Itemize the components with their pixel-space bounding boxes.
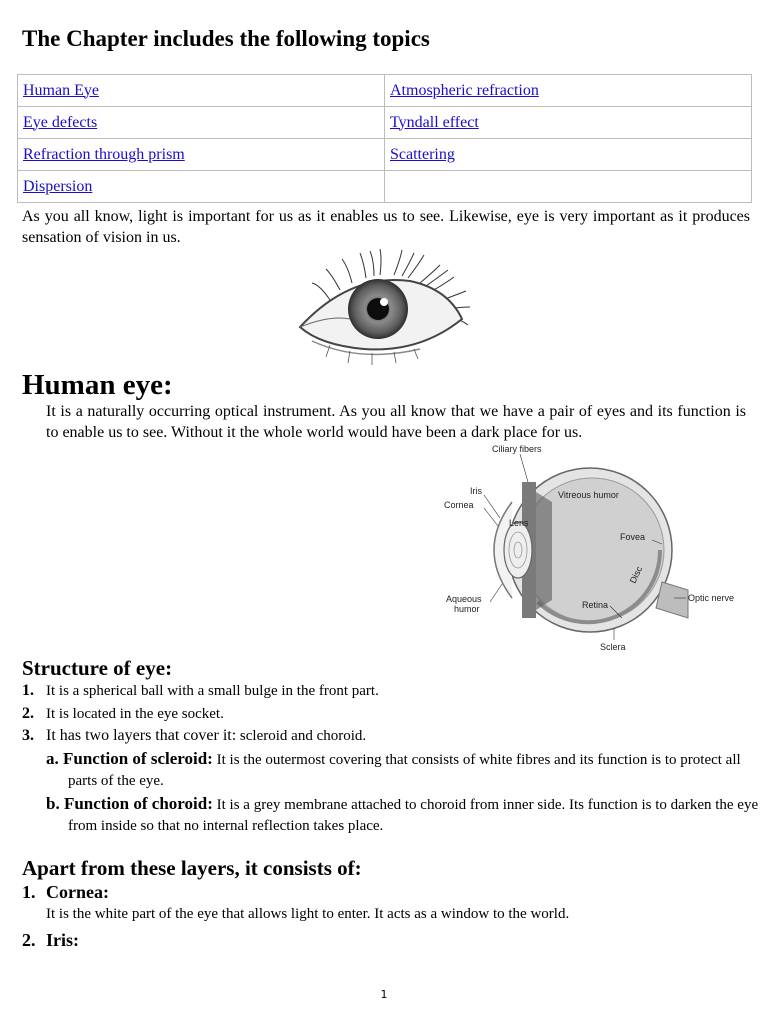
label-cornea: Cornea bbox=[444, 500, 474, 510]
lens-shape bbox=[504, 522, 532, 578]
label-lens: Lens bbox=[509, 518, 529, 528]
table-row bbox=[18, 107, 752, 139]
table-cell bbox=[18, 139, 385, 171]
label-iris: Iris bbox=[470, 486, 482, 496]
table-row bbox=[18, 139, 752, 171]
topics-table bbox=[17, 74, 752, 203]
topic-link-refraction-prism[interactable]: Refraction through prism bbox=[23, 145, 185, 163]
topic-link-human-eye[interactable]: Human Eye bbox=[23, 81, 99, 99]
label-sclera: Sclera bbox=[600, 642, 626, 652]
table-cell bbox=[385, 139, 752, 171]
label-fovea: Fovea bbox=[620, 532, 646, 542]
table-cell bbox=[385, 75, 752, 107]
list-item: 3. It has two layers that cover it: scleroid and choroid. bbox=[22, 727, 367, 744]
intro-paragraph: As you all know, light is important for us as it enables us to see. Likewise, eye is very important as it produces sensation of vision in us. bbox=[22, 208, 750, 246]
item-iris-heading: 2. Iris: bbox=[22, 930, 79, 950]
label-optic-nerve: Optic nerve bbox=[688, 593, 735, 603]
table-row bbox=[18, 75, 752, 107]
table-cell bbox=[18, 75, 385, 107]
heading-structure-of-eye: Structure of eye: bbox=[22, 656, 173, 680]
function-choroid: b. Function of choroid: It is a grey membrane attached to choroid from inner side. Its function is to darken the eye from inside so that no internal reflection takes place. bbox=[46, 794, 759, 834]
structure-list bbox=[22, 680, 379, 748]
topic-link-atmospheric-refraction[interactable]: Atmospheric refraction bbox=[390, 81, 539, 99]
heading-human-eye: Human eye: bbox=[22, 369, 173, 401]
eye-photo bbox=[290, 245, 474, 367]
label-disc: Disc bbox=[627, 564, 645, 585]
topic-link-dispersion[interactable]: Dispersion bbox=[23, 177, 93, 195]
table-cell bbox=[18, 171, 385, 203]
label-ciliary-fibers: Ciliary fibers bbox=[492, 444, 542, 454]
human-eye-paragraph: It is a naturally occurring optical instrument. As you all know that we have a pair of eyes and its function is to enable us to see. Without it the whole world would have been a dark place for us. bbox=[46, 403, 746, 441]
topic-link-tyndall-effect[interactable]: Tyndall effect bbox=[390, 113, 479, 131]
table-cell bbox=[18, 107, 385, 139]
topic-link-scattering[interactable]: Scattering bbox=[390, 145, 455, 163]
label-vitreous-humor: Vitreous humor bbox=[558, 490, 619, 500]
topic-link-eye-defects[interactable]: Eye defects bbox=[23, 113, 98, 131]
eye-anatomy-diagram bbox=[440, 442, 768, 658]
table-cell-empty bbox=[385, 171, 752, 203]
label-aqueous: Aqueous bbox=[446, 594, 482, 604]
function-scleroid: a. Function of scleroid: It is the outermost covering that consists of white fibres and its function is to protect all parts of the eye. bbox=[46, 749, 741, 789]
list-item: 2. It is located in the eye socket. bbox=[22, 704, 224, 722]
heading-apart-from-layers: Apart from these layers, it consists of: bbox=[22, 856, 362, 880]
label-retina: Retina bbox=[582, 600, 609, 610]
label-humor: humor bbox=[454, 604, 480, 614]
item-cornea-text: It is the white part of the eye that allows light to enter. It acts as a window to the world. bbox=[46, 906, 570, 922]
table-cell bbox=[385, 107, 752, 139]
list-item: 1. It is a spherical ball with a small bulge in the front part. bbox=[22, 682, 379, 699]
page-title: The Chapter includes the following topics bbox=[22, 26, 430, 51]
table-row bbox=[18, 171, 752, 203]
item-cornea-heading: 1. Cornea: bbox=[22, 882, 109, 902]
page-number: 1 bbox=[380, 988, 388, 1001]
